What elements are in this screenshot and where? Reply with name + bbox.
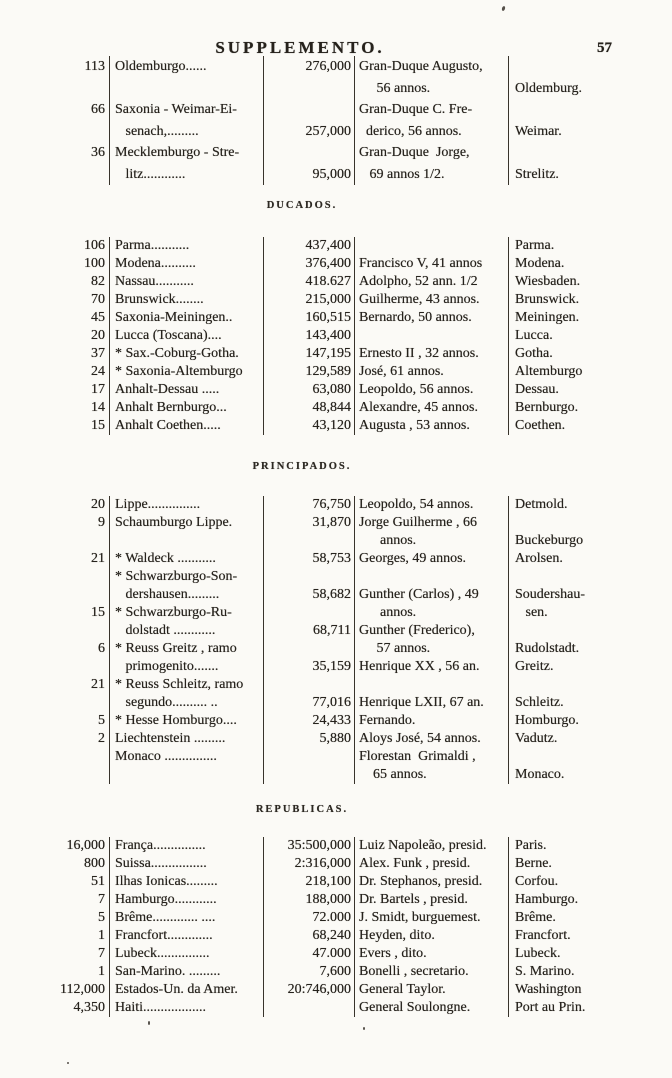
table-row [30,999,629,1017]
area-cell: 106 [30,237,110,255]
table-row [30,237,629,255]
ruler-cell: Gran-Duque C. Fre- [355,99,509,121]
capital-cell: Port au Prin. [515,1000,586,1015]
area-cell: 20 [30,327,110,345]
table-row [30,981,629,999]
area-cell: 4,350 [30,999,110,1017]
capital-cell: Corfou. [515,874,559,889]
ruler-cell: derico, 56 annos. [355,121,509,143]
table-row [30,730,629,748]
table-row [30,142,629,164]
table-rows [30,837,629,1017]
ruler-cell: Guilherme, 43 annos. [355,291,509,309]
capital-cell: Buckeburgo [515,533,584,548]
table-row [30,291,629,309]
ruler-cell: Ernesto II , 32 annos. [355,345,509,363]
state-cell [110,78,264,100]
ruler-cell [355,568,509,586]
table-row [30,255,629,273]
table-row [30,496,629,514]
ruler-cell: Francisco V, 41 annos [355,255,509,273]
capital-cell [509,676,629,694]
population-cell: 7,600 [264,963,355,981]
capital-cell: Soudershau- [515,587,585,602]
area-cell: 17 [30,381,110,399]
table-row [30,694,629,712]
ruler-cell: Henrique LXII, 67 an. [355,694,509,712]
table-row [30,622,629,640]
section-heading-republicas: REPUBLICAS. [255,804,349,815]
capital-cell: Monaco. [515,767,565,782]
population-cell: 188,000 [264,891,355,909]
state-cell: Suissa................ [110,855,264,873]
ruler-cell: Henrique XX , 56 an. [355,658,509,676]
capital-cell: Oldemburg. [515,80,583,96]
population-cell [264,999,355,1017]
ruler-cell: Dr. Bartels , presid. [355,891,509,909]
table-row [30,640,629,658]
area-cell: 100 [30,255,110,273]
population-cell: 160,515 [264,309,355,327]
area-cell: 113 [30,56,110,78]
table-row [30,855,629,873]
population-cell: 147,195 [264,345,355,363]
state-cell: Brunswick........ [110,291,264,309]
table-row [30,945,629,963]
capital-cell: sen. [515,605,548,620]
ruler-cell: General Taylor. [355,981,509,999]
state-cell: litz............ [110,164,264,186]
table-row [30,327,629,345]
table-row [30,363,629,381]
state-cell: Lucca (Toscana).... [110,327,264,345]
area-cell: 5 [30,712,110,730]
capital-cell: Meiningen. [515,310,580,325]
population-cell: 68,240 [264,927,355,945]
ink-speck [67,1062,69,1064]
population-cell: 48,844 [264,399,355,417]
ruler-cell: annos. [355,604,509,622]
table-row [30,345,629,363]
table-row [30,417,629,435]
table-row [30,604,629,622]
section-heading-ducados: DUCADOS. [266,200,338,211]
population-cell [264,568,355,586]
population-cell [264,766,355,784]
population-cell: 35,159 [264,658,355,676]
area-cell [30,121,110,143]
population-cell [264,604,355,622]
capital-cell: Paris. [515,838,547,853]
area-cell: 51 [30,873,110,891]
population-cell: 77,016 [264,694,355,712]
population-cell: 218,100 [264,873,355,891]
ruler-cell: Augusta , 53 annos. [355,417,509,435]
population-cell: 2:316,000 [264,855,355,873]
state-cell: Nassau........... [110,273,264,291]
area-cell: 800 [30,855,110,873]
table-row [30,676,629,694]
ruler-cell: Jorge Guilherme , 66 [355,514,509,532]
population-cell: 35:500,000 [264,837,355,855]
capital-cell [509,748,629,766]
state-cell: * Hesse Homburgo.... [110,712,264,730]
state-cell: * Waldeck ........... [110,550,264,568]
state-cell: * Sax.-Coburg-Gotha. [110,345,264,363]
capital-cell: Berne. [515,856,552,871]
capital-cell: Parma. [515,238,555,253]
table-row [30,56,629,78]
table-row [30,568,629,586]
population-cell [264,676,355,694]
ruler-cell: 56 annos. [355,78,509,100]
area-cell [30,694,110,712]
capital-cell [509,142,629,164]
population-cell: 47.000 [264,945,355,963]
state-cell: Haiti.................. [110,999,264,1017]
table-duchies [30,237,629,435]
state-cell: Parma........... [110,237,264,255]
state-cell: Saxonia - Weimar-Ei- [110,99,264,121]
area-cell [30,748,110,766]
state-cell: Lippe............... [110,496,264,514]
ruler-cell: Fernando. [355,712,509,730]
table-row [30,309,629,327]
state-cell: França............... [110,837,264,855]
ink-speck [501,6,505,12]
area-cell: 36 [30,142,110,164]
population-cell: 76,750 [264,496,355,514]
ruler-cell: Dr. Stephanos, presid. [355,873,509,891]
area-cell: 112,000 [30,981,110,999]
population-cell [264,748,355,766]
state-cell: Oldemburgo...... [110,56,264,78]
state-cell: Estados-Un. da Amer. [110,981,264,999]
population-cell: 58,753 [264,550,355,568]
capital-cell: Gotha. [515,346,553,361]
table-row [30,927,629,945]
population-cell: 5,880 [264,730,355,748]
population-cell [264,99,355,121]
state-cell [110,766,264,784]
ruler-cell: General Soulongne. [355,999,509,1017]
area-cell: 24 [30,363,110,381]
ruler-cell: Leopoldo, 56 annos. [355,381,509,399]
population-cell: 72.000 [264,909,355,927]
population-cell: 215,000 [264,291,355,309]
population-cell: 376,400 [264,255,355,273]
table-rows [30,56,629,185]
population-cell: 257,000 [264,121,355,143]
table-row [30,99,629,121]
state-cell: Lubeck............... [110,945,264,963]
capital-cell: Detmold. [515,497,568,512]
area-cell: 2 [30,730,110,748]
area-cell: 66 [30,99,110,121]
area-cell: 82 [30,273,110,291]
population-cell: 129,589 [264,363,355,381]
capital-cell: Greitz. [515,659,554,674]
population-cell: 20:746,000 [264,981,355,999]
state-cell: Schaumburgo Lippe. [110,514,264,532]
population-cell: 418.627 [264,273,355,291]
area-cell: 7 [30,891,110,909]
capital-cell [509,514,629,532]
population-cell: 437,400 [264,237,355,255]
page-title: SUPPLEMENTO. [215,38,385,57]
population-cell: 24,433 [264,712,355,730]
area-cell [30,766,110,784]
table-row [30,748,629,766]
population-cell: 43,120 [264,417,355,435]
area-cell [30,586,110,604]
table-row [30,712,629,730]
population-cell: 63,080 [264,381,355,399]
capital-cell: Vadutz. [515,731,558,746]
page-number: 57 [597,40,612,56]
population-cell: 58,682 [264,586,355,604]
capital-cell: S. Marino. [515,964,575,979]
capital-cell: Francfort. [515,928,571,943]
state-cell: Monaco ............... [110,748,264,766]
ruler-cell: J. Smidt, burguemest. [355,909,509,927]
capital-cell: Arolsen. [515,551,563,566]
area-cell [30,164,110,186]
state-cell: Hamburgo............ [110,891,264,909]
capital-cell: Modena. [515,256,565,271]
table-principalities [30,496,629,784]
area-cell: 5 [30,909,110,927]
state-cell: dershausen......... [110,586,264,604]
table-row [30,121,629,143]
ruler-cell: 65 annos. [355,766,509,784]
area-cell: 1 [30,927,110,945]
population-cell [264,640,355,658]
ruler-cell: Heyden, dito. [355,927,509,945]
state-cell: Anhalt Bernburgo... [110,399,264,417]
area-cell [30,78,110,100]
ruler-cell: annos. [355,532,509,550]
section-heading-principados: PRINCIPADOS. [252,461,352,472]
ruler-cell [355,237,509,255]
table-row [30,586,629,604]
state-cell: * Saxonia-Altemburgo [110,363,264,381]
population-cell [264,78,355,100]
state-cell: Mecklemburgo - Stre- [110,142,264,164]
table-row [30,164,629,186]
table-rows [30,237,629,435]
ruler-cell: Aloys José, 54 annos. [355,730,509,748]
state-cell: Ilhas Ionicas......... [110,873,264,891]
table-row [30,399,629,417]
area-cell: 1 [30,963,110,981]
state-cell: * Reuss Schleitz, ramo [110,676,264,694]
ruler-cell: Gran-Duque Augusto, [355,56,509,78]
capital-cell [509,56,629,78]
area-cell: 70 [30,291,110,309]
state-cell: Francfort............. [110,927,264,945]
population-cell: 68,711 [264,622,355,640]
table-row [30,381,629,399]
table-republics [30,837,629,1017]
table-row [30,273,629,291]
ruler-cell: 69 annos 1/2. [355,164,509,186]
capital-cell: Bernburgo. [515,400,579,415]
area-cell: 6 [30,640,110,658]
capital-cell: Brunswick. [515,292,580,307]
ruler-cell: Gunther (Carlos) , 49 [355,586,509,604]
ink-speck [148,1021,150,1025]
capital-cell: Brême. [515,910,556,925]
table-row [30,766,629,784]
area-cell: 7 [30,945,110,963]
area-cell: 16,000 [30,837,110,855]
ruler-cell: Alex. Funk , presid. [355,855,509,873]
area-cell: 15 [30,604,110,622]
capital-cell [509,99,629,121]
area-cell: 14 [30,399,110,417]
ruler-cell: Evers , dito. [355,945,509,963]
state-cell: * Reuss Greitz , ramo [110,640,264,658]
capital-cell [509,568,629,586]
population-cell [264,142,355,164]
capital-cell: Lucca. [515,328,553,343]
population-cell: 95,000 [264,164,355,186]
table-row [30,891,629,909]
state-cell: Modena.......... [110,255,264,273]
ruler-cell: Adolpho, 52 ann. 1/2 [355,273,509,291]
table-row [30,532,629,550]
ruler-cell: Florestan Grimaldi , [355,748,509,766]
capital-cell: Dessau. [515,382,559,397]
table-rows [30,496,629,784]
area-cell [30,568,110,586]
table-row [30,963,629,981]
capital-cell: Coethen. [515,418,566,433]
population-cell: 276,000 [264,56,355,78]
capital-cell: Weimar. [515,123,562,139]
capital-cell: Altemburgo [515,364,583,379]
ruler-cell [355,676,509,694]
area-cell: 37 [30,345,110,363]
state-cell: Anhalt Coethen..... [110,417,264,435]
area-cell [30,658,110,676]
ruler-cell [355,327,509,345]
area-cell [30,532,110,550]
capital-cell: Hamburgo. [515,892,579,907]
state-cell [110,532,264,550]
state-cell: Saxonia-Meiningen.. [110,309,264,327]
table-grand-duchies [30,56,629,185]
state-cell: senach,......... [110,121,264,143]
area-cell: 21 [30,676,110,694]
state-cell: Liechtenstein ......... [110,730,264,748]
table-row [30,909,629,927]
ruler-cell: Bonelli , secretario. [355,963,509,981]
area-cell [30,622,110,640]
capital-cell: Homburgo. [515,713,579,728]
state-cell: San-Marino. ......... [110,963,264,981]
ink-speck [363,1027,365,1030]
capital-cell: Rudolstadt. [515,641,580,656]
ruler-cell: 57 annos. [355,640,509,658]
ruler-cell: Luiz Napoleão, presid. [355,837,509,855]
capital-cell: Lubeck. [515,946,561,961]
capital-cell: Schleitz. [515,695,564,710]
state-cell: * Schwarzburgo-Ru- [110,604,264,622]
state-cell: * Schwarzburgo-Son- [110,568,264,586]
table-row [30,837,629,855]
area-cell: 45 [30,309,110,327]
table-row [30,514,629,532]
ruler-cell: José, 61 annos. [355,363,509,381]
capital-cell: Washington [515,982,582,997]
ruler-cell: Alexandre, 45 annos. [355,399,509,417]
state-cell: segundo.......... .. [110,694,264,712]
area-cell: 9 [30,514,110,532]
table-row [30,873,629,891]
state-cell: Brême............. .... [110,909,264,927]
population-cell: 31,870 [264,514,355,532]
ruler-cell: Gran-Duque Jorge, [355,142,509,164]
capital-cell [509,622,629,640]
capital-cell: Wiesbaden. [515,274,581,289]
ruler-cell: Georges, 49 annos. [355,550,509,568]
area-cell: 20 [30,496,110,514]
state-cell: dolstadt ............ [110,622,264,640]
ruler-cell: Leopoldo, 54 annos. [355,496,509,514]
capital-cell: Strelitz. [515,166,559,182]
ruler-cell: Bernardo, 50 annos. [355,309,509,327]
table-row [30,550,629,568]
area-cell: 15 [30,417,110,435]
state-cell: primogenito....... [110,658,264,676]
table-row [30,78,629,100]
ruler-cell: Gunther (Frederico), [355,622,509,640]
area-cell: 21 [30,550,110,568]
state-cell: Anhalt-Dessau ..... [110,381,264,399]
population-cell [264,532,355,550]
table-row [30,658,629,676]
population-cell: 143,400 [264,327,355,345]
